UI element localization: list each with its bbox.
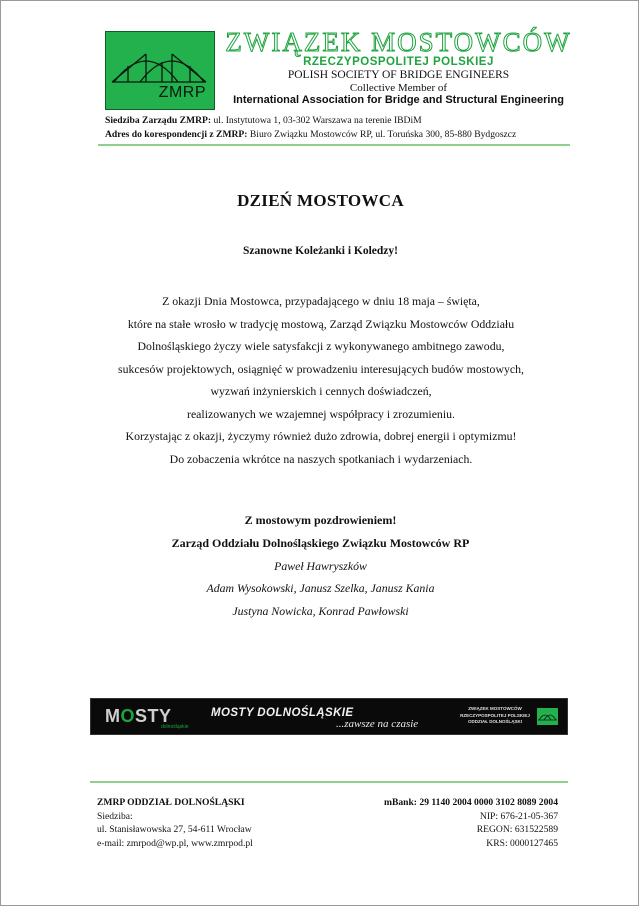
paragraph-line: wyzwań inżynierskich i cennych doświadczeń, <box>210 384 432 398</box>
paragraph-line: Dolnośląskiego życzy wiele satysfakcji z wykonywanego ambitnego zawodu, <box>137 339 505 353</box>
footer-divider <box>90 781 568 783</box>
greeting: Szanowne Koleżanki i Koledzy! <box>243 245 398 257</box>
paragraph-line: sukcesów projektowych, osiągnięć w prowadzeniu interesujących budów mostowych, <box>118 361 524 376</box>
corr-label: Adres do korespondencji z ZMRP: <box>105 129 248 140</box>
footer-bank: mBank: 29 1140 2004 0000 3102 8089 2004 <box>383 797 558 808</box>
collective-member: Collective Member of <box>349 82 448 94</box>
banner-title: MOSTY DOLNOŚLĄSKIE <box>211 707 354 719</box>
letter-title: DZIEŃ MOSTOWCA <box>237 191 404 210</box>
footer-left <box>97 796 253 850</box>
paragraph-line: realizowanych we wzajemnej współpracy i zrozumieniu. <box>187 406 455 421</box>
logo-text: ZMRP <box>158 84 206 101</box>
logo-m: M <box>105 706 121 726</box>
logo-o: O <box>120 706 136 726</box>
seat-value: ul. Instytutowa 1, 03-302 Warszawa na terenie IBDiM <box>211 115 422 126</box>
mini-logo-icon <box>537 708 558 725</box>
banner-org-line: ODDZIAŁ DOLNOŚLĄSKI <box>468 719 522 724</box>
header-divider <box>98 144 570 146</box>
mosty-banner <box>90 698 568 735</box>
seat-label: Siedziba Zarządu ZMRP: <box>105 115 212 126</box>
banner-org-line: ZWIĄZEK MOSTOWCÓW <box>468 706 522 711</box>
footer-regon: REGON: 631522589 <box>476 824 558 836</box>
banner-org-line: RZECZYPOSPOLITEJ POLSKIEJ <box>460 712 530 718</box>
footer-nip: NIP: 676-21-05-367 <box>479 810 558 822</box>
english-name: POLISH SOCIETY OF BRIDGE ENGINEERS <box>287 69 510 81</box>
signature-line: Paweł Hawryszków <box>274 559 367 573</box>
paragraph-line: Z okazji Dnia Mostowca, przypadającego w dniu 18 maja – święta, <box>162 294 480 308</box>
closing: Z mostowym pozdrowieniem! <box>244 513 397 527</box>
banner-org <box>453 706 537 726</box>
signature-line: Justyna Nowicka, Konrad Pawłowski <box>232 604 409 618</box>
signature-line: Adam Wysokowski, Janusz Szelka, Janusz Kania <box>206 581 435 595</box>
seat-address <box>105 115 422 126</box>
corr-value: Biuro Związku Mostowców RP, ul. Toruńska 300, 85-880 Bydgoszcz <box>247 129 517 140</box>
paragraph-line: Korzystając z okazji, życzymy również dużo zdrowia, dobrej energii i optymizmu! <box>125 429 517 443</box>
footer-contact: e-mail: zmrpod@wp.pl, www.zmrpod.pl <box>97 837 253 849</box>
footer-org-name: ZMRP ODDZIAŁ DOLNOŚLĄSKI <box>97 797 245 808</box>
banner-tagline: ...zawsze na czasie <box>336 718 419 730</box>
association-name: International Association for Bridge and Structural Engineering <box>233 94 564 106</box>
footer-right <box>384 796 558 850</box>
logo-rest: STY <box>135 706 172 726</box>
mosty-logo-sub: dolnośląskie <box>161 724 189 730</box>
footer-address: ul. Stanisławowska 27, 54-611 Wrocław <box>97 824 252 836</box>
footer-krs: KRS: 0000127465 <box>486 837 558 849</box>
closing-org: Zarząd Oddziału Dolnośląskiego Związku Mostowców RP <box>171 536 470 550</box>
footer-seat-label: Siedziba: <box>97 810 133 822</box>
letter-paragraph <box>61 290 581 470</box>
org-name-line2: RZECZYPOSPOLITEJ POLSKIEJ <box>303 56 494 68</box>
paragraph-line: które na stałe wrosło w tradycję mostową, Zarząd Związku Mostowców Oddziału <box>127 316 515 331</box>
zmrp-logo <box>105 31 215 110</box>
correspondence-address <box>105 129 516 140</box>
paragraph-line: Do zobaczenia wkrótce na naszych spotkaniach i wydarzeniach. <box>169 451 473 466</box>
org-name: ZWIĄZEK MOSTOWCÓW <box>225 27 572 57</box>
